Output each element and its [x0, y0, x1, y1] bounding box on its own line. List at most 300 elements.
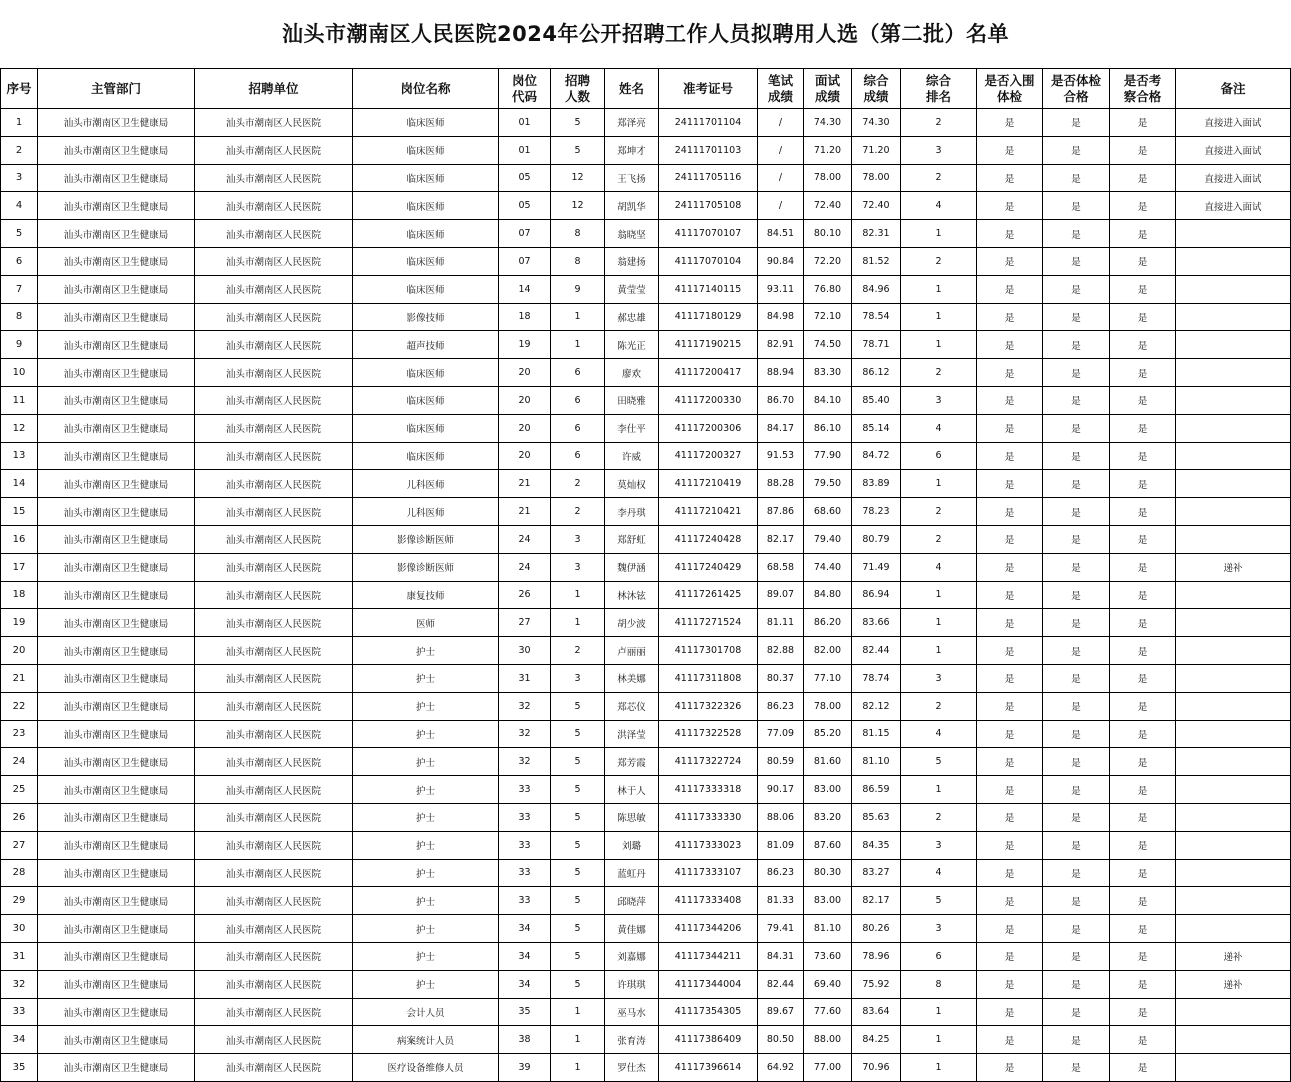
cell-inspect: 是	[1110, 887, 1176, 915]
cell-exam: 是	[977, 776, 1043, 804]
cell-health: 是	[1043, 414, 1110, 442]
cell-unit: 汕头市潮南区人民医院	[195, 192, 353, 220]
cell-note	[1176, 442, 1291, 470]
cell-ticket: 41117210421	[659, 498, 758, 526]
table-row	[1, 275, 1291, 303]
cell-dept: 汕头市潮南区卫生健康局	[38, 803, 195, 831]
cell-note: 直接进入面试	[1176, 109, 1291, 137]
cell-note: 直接进入面试	[1176, 136, 1291, 164]
cell-exam: 是	[977, 136, 1043, 164]
cell-seq: 6	[1, 247, 38, 275]
cell-inspect: 是	[1110, 803, 1176, 831]
cell-written: 88.94	[758, 359, 804, 387]
cell-exam: 是	[977, 498, 1043, 526]
cell-seq: 32	[1, 970, 38, 998]
cell-health: 是	[1043, 331, 1110, 359]
cell-exam: 是	[977, 581, 1043, 609]
cell-ticket: 41117200306	[659, 414, 758, 442]
cell-quota: 1	[551, 303, 605, 331]
cell-quota: 3	[551, 664, 605, 692]
cell-dept: 汕头市潮南区卫生健康局	[38, 637, 195, 665]
cell-code: 27	[499, 609, 551, 637]
cell-name: 李丹琪	[605, 498, 659, 526]
cell-exam: 是	[977, 470, 1043, 498]
cell-total: 75.92	[852, 970, 901, 998]
cell-exam: 是	[977, 859, 1043, 887]
cell-interview: 83.20	[804, 803, 852, 831]
cell-note: 直接进入面试	[1176, 192, 1291, 220]
cell-inspect: 是	[1110, 192, 1176, 220]
cell-interview: 76.80	[804, 275, 852, 303]
cell-quota: 1	[551, 1026, 605, 1054]
cell-dept: 汕头市潮南区卫生健康局	[38, 498, 195, 526]
cell-interview: 83.00	[804, 776, 852, 804]
cell-note	[1176, 637, 1291, 665]
cell-quota: 5	[551, 970, 605, 998]
cell-seq: 5	[1, 220, 38, 248]
cell-inspect: 是	[1110, 386, 1176, 414]
cell-dept: 汕头市潮南区卫生健康局	[38, 609, 195, 637]
cell-seq: 14	[1, 470, 38, 498]
cell-ticket: 41117333107	[659, 859, 758, 887]
cell-name: 廖欢	[605, 359, 659, 387]
cell-quota: 6	[551, 442, 605, 470]
table-body	[1, 109, 1291, 1082]
cell-inspect: 是	[1110, 442, 1176, 470]
table-row	[1, 220, 1291, 248]
cell-ticket: 41117140115	[659, 275, 758, 303]
header-seq: 序号	[1, 69, 38, 109]
cell-inspect: 是	[1110, 247, 1176, 275]
cell-interview: 77.00	[804, 1054, 852, 1082]
cell-ticket: 41117333023	[659, 831, 758, 859]
cell-rank: 3	[901, 664, 977, 692]
cell-ticket: 41117322326	[659, 692, 758, 720]
cell-quota: 5	[551, 692, 605, 720]
cell-rank: 2	[901, 525, 977, 553]
cell-name: 郝忠雄	[605, 303, 659, 331]
cell-seq: 9	[1, 331, 38, 359]
cell-health: 是	[1043, 692, 1110, 720]
cell-health: 是	[1043, 942, 1110, 970]
cell-interview: 85.20	[804, 720, 852, 748]
cell-total: 74.30	[852, 109, 901, 137]
cell-note	[1176, 581, 1291, 609]
cell-dept: 汕头市潮南区卫生健康局	[38, 998, 195, 1026]
cell-written: 82.91	[758, 331, 804, 359]
cell-quota: 5	[551, 887, 605, 915]
header-code: 岗位代码	[499, 69, 551, 109]
cell-exam: 是	[977, 887, 1043, 915]
cell-quota: 1	[551, 998, 605, 1026]
cell-unit: 汕头市潮南区人民医院	[195, 831, 353, 859]
cell-rank: 1	[901, 609, 977, 637]
cell-total: 78.71	[852, 331, 901, 359]
cell-name: 胡凯华	[605, 192, 659, 220]
cell-written: 77.09	[758, 720, 804, 748]
cell-health: 是	[1043, 720, 1110, 748]
cell-post: 临床医师	[353, 275, 499, 303]
cell-quota: 3	[551, 553, 605, 581]
cell-post: 康复技师	[353, 581, 499, 609]
cell-written: /	[758, 136, 804, 164]
cell-seq: 2	[1, 136, 38, 164]
cell-post: 会计人员	[353, 998, 499, 1026]
cell-exam: 是	[977, 748, 1043, 776]
cell-code: 31	[499, 664, 551, 692]
table-row	[1, 136, 1291, 164]
cell-total: 82.44	[852, 637, 901, 665]
cell-interview: 74.30	[804, 109, 852, 137]
cell-dept: 汕头市潮南区卫生健康局	[38, 220, 195, 248]
cell-quota: 5	[551, 720, 605, 748]
cell-exam: 是	[977, 942, 1043, 970]
cell-total: 81.15	[852, 720, 901, 748]
cell-health: 是	[1043, 609, 1110, 637]
cell-total: 85.14	[852, 414, 901, 442]
cell-total: 82.12	[852, 692, 901, 720]
cell-health: 是	[1043, 192, 1110, 220]
cell-health: 是	[1043, 470, 1110, 498]
cell-interview: 78.00	[804, 164, 852, 192]
cell-unit: 汕头市潮南区人民医院	[195, 664, 353, 692]
cell-dept: 汕头市潮南区卫生健康局	[38, 303, 195, 331]
cell-quota: 5	[551, 859, 605, 887]
cell-post: 临床医师	[353, 414, 499, 442]
cell-code: 33	[499, 776, 551, 804]
table-row	[1, 859, 1291, 887]
cell-inspect: 是	[1110, 498, 1176, 526]
cell-total: 81.10	[852, 748, 901, 776]
header-written: 笔试成绩	[758, 69, 804, 109]
cell-exam: 是	[977, 386, 1043, 414]
cell-unit: 汕头市潮南区人民医院	[195, 887, 353, 915]
cell-name: 陈光正	[605, 331, 659, 359]
cell-quota: 5	[551, 831, 605, 859]
cell-health: 是	[1043, 998, 1110, 1026]
cell-total: 84.72	[852, 442, 901, 470]
header-health: 是否体检合格	[1043, 69, 1110, 109]
cell-exam: 是	[977, 692, 1043, 720]
table-row	[1, 1026, 1291, 1054]
cell-interview: 81.60	[804, 748, 852, 776]
cell-seq: 3	[1, 164, 38, 192]
cell-seq: 7	[1, 275, 38, 303]
cell-note	[1176, 692, 1291, 720]
cell-seq: 25	[1, 776, 38, 804]
cell-post: 护士	[353, 803, 499, 831]
cell-health: 是	[1043, 359, 1110, 387]
table-row	[1, 776, 1291, 804]
cell-name: 莫灿权	[605, 470, 659, 498]
cell-written: 89.07	[758, 581, 804, 609]
cell-ticket: 41117240428	[659, 525, 758, 553]
cell-unit: 汕头市潮南区人民医院	[195, 331, 353, 359]
cell-health: 是	[1043, 748, 1110, 776]
cell-seq: 33	[1, 998, 38, 1026]
cell-code: 32	[499, 748, 551, 776]
cell-total: 78.00	[852, 164, 901, 192]
cell-quota: 8	[551, 220, 605, 248]
cell-quota: 5	[551, 803, 605, 831]
cell-seq: 26	[1, 803, 38, 831]
cell-interview: 80.10	[804, 220, 852, 248]
cell-unit: 汕头市潮南区人民医院	[195, 553, 353, 581]
cell-name: 刘嘉娜	[605, 942, 659, 970]
cell-ticket: 41117333330	[659, 803, 758, 831]
cell-unit: 汕头市潮南区人民医院	[195, 581, 353, 609]
cell-name: 邱晓萍	[605, 887, 659, 915]
cell-post: 影像诊断医师	[353, 525, 499, 553]
cell-ticket: 41117210419	[659, 470, 758, 498]
cell-quota: 1	[551, 581, 605, 609]
cell-dept: 汕头市潮南区卫生健康局	[38, 470, 195, 498]
cell-quota: 5	[551, 942, 605, 970]
cell-exam: 是	[977, 331, 1043, 359]
cell-name: 巫马水	[605, 998, 659, 1026]
cell-seq: 23	[1, 720, 38, 748]
cell-note	[1176, 525, 1291, 553]
cell-post: 临床医师	[353, 442, 499, 470]
cell-seq: 10	[1, 359, 38, 387]
cell-health: 是	[1043, 553, 1110, 581]
cell-written: 91.53	[758, 442, 804, 470]
cell-seq: 27	[1, 831, 38, 859]
cell-name: 卢丽丽	[605, 637, 659, 665]
cell-total: 78.23	[852, 498, 901, 526]
cell-interview: 83.00	[804, 887, 852, 915]
cell-exam: 是	[977, 442, 1043, 470]
cell-health: 是	[1043, 442, 1110, 470]
cell-code: 01	[499, 136, 551, 164]
table-row	[1, 609, 1291, 637]
cell-rank: 1	[901, 470, 977, 498]
cell-dept: 汕头市潮南区卫生健康局	[38, 386, 195, 414]
cell-code: 33	[499, 859, 551, 887]
header-exam: 是否入围体检	[977, 69, 1043, 109]
cell-code: 24	[499, 525, 551, 553]
cell-seq: 29	[1, 887, 38, 915]
cell-inspect: 是	[1110, 720, 1176, 748]
cell-code: 05	[499, 192, 551, 220]
cell-interview: 72.20	[804, 247, 852, 275]
cell-note	[1176, 331, 1291, 359]
cell-note	[1176, 220, 1291, 248]
cell-rank: 2	[901, 109, 977, 137]
cell-quota: 2	[551, 470, 605, 498]
cell-unit: 汕头市潮南区人民医院	[195, 776, 353, 804]
cell-name: 黄莹莹	[605, 275, 659, 303]
cell-rank: 2	[901, 803, 977, 831]
cell-inspect: 是	[1110, 220, 1176, 248]
cell-inspect: 是	[1110, 970, 1176, 998]
cell-post: 病案统计人员	[353, 1026, 499, 1054]
cell-rank: 6	[901, 942, 977, 970]
cell-quota: 6	[551, 414, 605, 442]
cell-health: 是	[1043, 637, 1110, 665]
table-row	[1, 525, 1291, 553]
cell-written: 80.59	[758, 748, 804, 776]
cell-unit: 汕头市潮南区人民医院	[195, 637, 353, 665]
cell-exam: 是	[977, 109, 1043, 137]
cell-interview: 71.20	[804, 136, 852, 164]
cell-ticket: 41117200330	[659, 386, 758, 414]
cell-total: 83.89	[852, 470, 901, 498]
cell-name: 翁晓坚	[605, 220, 659, 248]
cell-rank: 2	[901, 247, 977, 275]
cell-written: 80.37	[758, 664, 804, 692]
cell-written: 81.11	[758, 609, 804, 637]
cell-code: 34	[499, 970, 551, 998]
cell-health: 是	[1043, 1054, 1110, 1082]
cell-note	[1176, 859, 1291, 887]
header-post: 岗位名称	[353, 69, 499, 109]
cell-post: 护士	[353, 720, 499, 748]
cell-inspect: 是	[1110, 831, 1176, 859]
cell-rank: 1	[901, 1054, 977, 1082]
cell-inspect: 是	[1110, 359, 1176, 387]
cell-interview: 79.40	[804, 525, 852, 553]
cell-inspect: 是	[1110, 414, 1176, 442]
cell-dept: 汕头市潮南区卫生健康局	[38, 136, 195, 164]
cell-health: 是	[1043, 581, 1110, 609]
cell-quota: 5	[551, 136, 605, 164]
cell-inspect: 是	[1110, 525, 1176, 553]
cell-seq: 16	[1, 525, 38, 553]
cell-dept: 汕头市潮南区卫生健康局	[38, 331, 195, 359]
cell-code: 30	[499, 637, 551, 665]
cell-ticket: 41117271524	[659, 609, 758, 637]
cell-dept: 汕头市潮南区卫生健康局	[38, 664, 195, 692]
header-unit: 招聘单位	[195, 69, 353, 109]
cell-note	[1176, 470, 1291, 498]
cell-health: 是	[1043, 887, 1110, 915]
cell-code: 34	[499, 915, 551, 943]
cell-exam: 是	[977, 720, 1043, 748]
cell-dept: 汕头市潮南区卫生健康局	[38, 275, 195, 303]
header-name: 姓名	[605, 69, 659, 109]
cell-seq: 15	[1, 498, 38, 526]
cell-note: 递补	[1176, 970, 1291, 998]
cell-note	[1176, 998, 1291, 1026]
cell-quota: 5	[551, 109, 605, 137]
cell-ticket: 24111701104	[659, 109, 758, 137]
cell-note	[1176, 915, 1291, 943]
cell-total: 84.96	[852, 275, 901, 303]
cell-rank: 2	[901, 164, 977, 192]
cell-unit: 汕头市潮南区人民医院	[195, 970, 353, 998]
cell-inspect: 是	[1110, 331, 1176, 359]
cell-note	[1176, 776, 1291, 804]
cell-interview: 84.10	[804, 386, 852, 414]
cell-ticket: 41117322528	[659, 720, 758, 748]
header-rank: 综合排名	[901, 69, 977, 109]
cell-unit: 汕头市潮南区人民医院	[195, 1026, 353, 1054]
cell-note	[1176, 386, 1291, 414]
cell-name: 李仕平	[605, 414, 659, 442]
cell-unit: 汕头市潮南区人民医院	[195, 525, 353, 553]
cell-rank: 1	[901, 998, 977, 1026]
cell-inspect: 是	[1110, 470, 1176, 498]
cell-health: 是	[1043, 164, 1110, 192]
cell-dept: 汕头市潮南区卫生健康局	[38, 831, 195, 859]
cell-code: 35	[499, 998, 551, 1026]
cell-code: 20	[499, 442, 551, 470]
cell-post: 临床医师	[353, 136, 499, 164]
cell-total: 78.54	[852, 303, 901, 331]
cell-code: 07	[499, 220, 551, 248]
cell-post: 超声技师	[353, 331, 499, 359]
cell-seq: 17	[1, 553, 38, 581]
cell-exam: 是	[977, 359, 1043, 387]
cell-ticket: 41117344004	[659, 970, 758, 998]
cell-post: 儿科医师	[353, 470, 499, 498]
cell-total: 80.79	[852, 525, 901, 553]
cell-code: 33	[499, 803, 551, 831]
cell-interview: 74.50	[804, 331, 852, 359]
cell-dept: 汕头市潮南区卫生健康局	[38, 553, 195, 581]
cell-dept: 汕头市潮南区卫生健康局	[38, 581, 195, 609]
cell-interview: 81.10	[804, 915, 852, 943]
cell-note	[1176, 303, 1291, 331]
table-row	[1, 331, 1291, 359]
cell-total: 82.17	[852, 887, 901, 915]
cell-name: 洪泽莹	[605, 720, 659, 748]
cell-total: 80.26	[852, 915, 901, 943]
cell-written: 84.17	[758, 414, 804, 442]
cell-code: 05	[499, 164, 551, 192]
cell-dept: 汕头市潮南区卫生健康局	[38, 748, 195, 776]
cell-interview: 69.40	[804, 970, 852, 998]
cell-interview: 79.50	[804, 470, 852, 498]
cell-rank: 1	[901, 275, 977, 303]
cell-unit: 汕头市潮南区人民医院	[195, 859, 353, 887]
cell-health: 是	[1043, 386, 1110, 414]
cell-rank: 3	[901, 915, 977, 943]
table-row	[1, 803, 1291, 831]
cell-code: 18	[499, 303, 551, 331]
cell-inspect: 是	[1110, 1054, 1176, 1082]
cell-written: 86.23	[758, 692, 804, 720]
cell-exam: 是	[977, 414, 1043, 442]
cell-post: 护士	[353, 942, 499, 970]
cell-post: 临床医师	[353, 164, 499, 192]
cell-name: 黄佳娜	[605, 915, 659, 943]
cell-note	[1176, 831, 1291, 859]
table-row	[1, 942, 1291, 970]
cell-unit: 汕头市潮南区人民医院	[195, 470, 353, 498]
cell-post: 护士	[353, 748, 499, 776]
cell-unit: 汕头市潮南区人民医院	[195, 109, 353, 137]
table-row	[1, 887, 1291, 915]
cell-seq: 8	[1, 303, 38, 331]
table-row	[1, 1054, 1291, 1082]
cell-note	[1176, 498, 1291, 526]
cell-dept: 汕头市潮南区卫生健康局	[38, 359, 195, 387]
header-dept: 主管部门	[38, 69, 195, 109]
cell-inspect: 是	[1110, 1026, 1176, 1054]
cell-inspect: 是	[1110, 609, 1176, 637]
cell-note	[1176, 720, 1291, 748]
cell-dept: 汕头市潮南区卫生健康局	[38, 192, 195, 220]
cell-inspect: 是	[1110, 748, 1176, 776]
cell-inspect: 是	[1110, 776, 1176, 804]
cell-inspect: 是	[1110, 859, 1176, 887]
cell-unit: 汕头市潮南区人民医院	[195, 915, 353, 943]
cell-quota: 12	[551, 192, 605, 220]
table-row	[1, 637, 1291, 665]
cell-inspect: 是	[1110, 109, 1176, 137]
